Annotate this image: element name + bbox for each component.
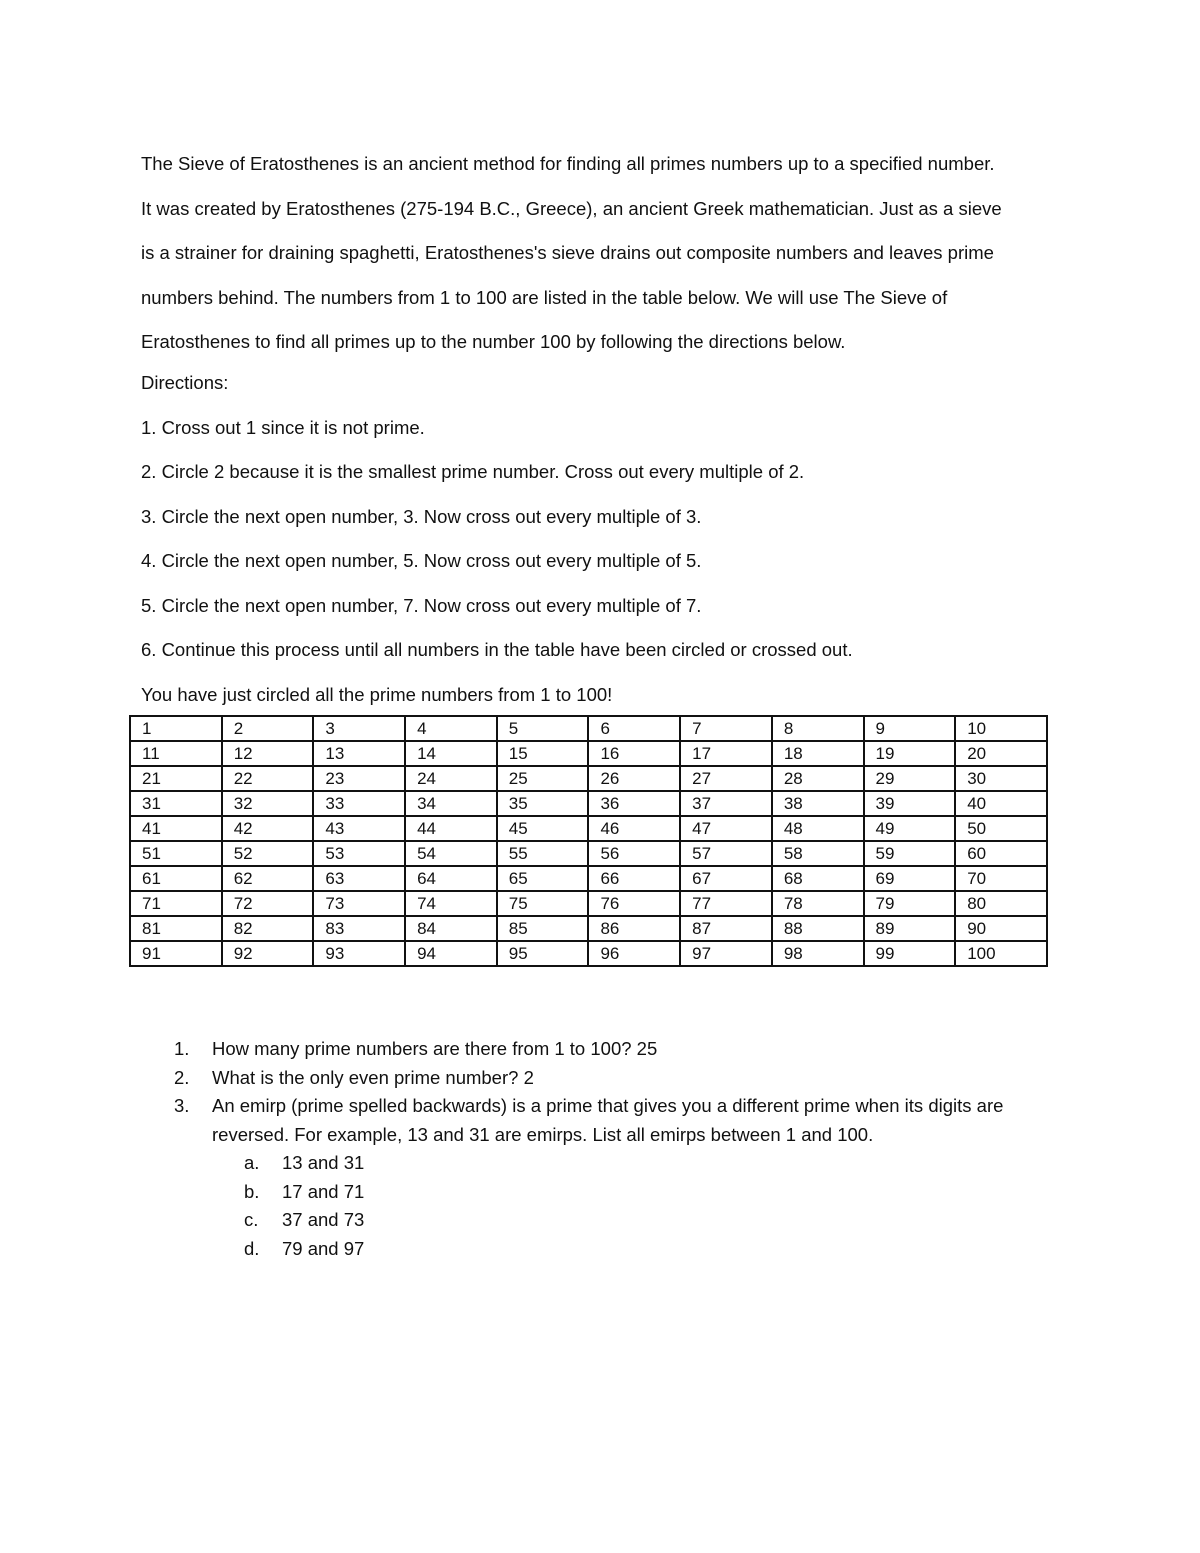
number-cell: 22 <box>222 766 314 791</box>
table-row <box>130 941 1047 966</box>
number-cell: 65 <box>497 866 589 891</box>
number-cell: 6 <box>588 716 680 741</box>
number-cell: 76 <box>588 891 680 916</box>
number-cell: 84 <box>405 916 497 941</box>
question-text: An emirp (prime spelled backwards) is a prime that gives you a different prime when its digits are reversed. For example, 13 and 31 are emirps. List all emirps between 1 and 100. <box>212 1095 1004 1145</box>
number-cell: 29 <box>864 766 956 791</box>
number-cell: 5 <box>497 716 589 741</box>
number-cell: 88 <box>772 916 864 941</box>
number-cell: 95 <box>497 941 589 966</box>
table-row <box>130 741 1047 766</box>
number-cell: 93 <box>313 941 405 966</box>
answer-letter: d. <box>244 1237 260 1259</box>
number-cell: 83 <box>313 916 405 941</box>
number-cell: 48 <box>772 816 864 841</box>
number-table <box>129 715 1048 967</box>
number-cell: 38 <box>772 791 864 816</box>
number-cell: 80 <box>955 891 1047 916</box>
question-item <box>168 1092 1068 1263</box>
number-cell: 11 <box>130 741 222 766</box>
number-cell: 23 <box>313 766 405 791</box>
number-cell: 70 <box>955 866 1047 891</box>
number-cell: 60 <box>955 841 1047 866</box>
number-cell: 96 <box>588 941 680 966</box>
number-cell: 8 <box>772 716 864 741</box>
number-cell: 4 <box>405 716 497 741</box>
number-cell: 20 <box>955 741 1047 766</box>
question-text: How many prime numbers are there from 1 to 100? 25 <box>212 1038 658 1059</box>
number-cell: 100 <box>955 941 1047 966</box>
table-row <box>130 791 1047 816</box>
emirp-answers-list <box>212 1149 1068 1263</box>
number-cell: 81 <box>130 916 222 941</box>
number-cell: 51 <box>130 841 222 866</box>
number-cell: 61 <box>130 866 222 891</box>
direction-step: 3. Circle the next open number, 3. Now cross out every multiple of 3. <box>141 505 702 527</box>
number-cell: 36 <box>588 791 680 816</box>
number-cell: 46 <box>588 816 680 841</box>
answer-letter: a. <box>244 1152 260 1173</box>
question-number: 1. <box>174 1038 190 1059</box>
table-row <box>130 816 1047 841</box>
number-cell: 2 <box>222 716 314 741</box>
number-cell: 41 <box>130 816 222 841</box>
table-row <box>130 891 1047 916</box>
number-cell: 21 <box>130 766 222 791</box>
questions-list <box>168 1035 1068 1263</box>
question-text: What is the only even prime number? 2 <box>212 1066 534 1088</box>
number-cell: 90 <box>955 916 1047 941</box>
answer-text: 17 and 71 <box>282 1180 365 1202</box>
intro-paragraph <box>141 142 1071 365</box>
direction-step: 6. Continue this process until all numbers in the table have been circled or crossed out. <box>141 639 853 660</box>
number-cell: 13 <box>313 741 405 766</box>
number-cell: 87 <box>680 916 772 941</box>
number-cell: 34 <box>405 791 497 816</box>
number-cell: 10 <box>955 716 1047 741</box>
number-cell: 72 <box>222 891 314 916</box>
number-cell: 68 <box>772 866 864 891</box>
number-cell: 55 <box>497 841 589 866</box>
number-cell: 75 <box>497 891 589 916</box>
intro-line: The Sieve of Eratosthenes is an ancient method for finding all primes numbers up to a specified number. <box>141 153 995 174</box>
number-cell: 79 <box>864 891 956 916</box>
number-cell: 92 <box>222 941 314 966</box>
number-cell: 18 <box>772 741 864 766</box>
direction-step: 4. Circle the next open number, 5. Now cross out every multiple of 5. <box>141 550 702 571</box>
number-cell: 1 <box>130 716 222 741</box>
answer-text: 79 and 97 <box>282 1237 365 1259</box>
number-cell: 32 <box>222 791 314 816</box>
number-cell: 74 <box>405 891 497 916</box>
number-cell: 86 <box>588 916 680 941</box>
number-cell: 9 <box>864 716 956 741</box>
number-cell: 30 <box>955 766 1047 791</box>
table-row <box>130 916 1047 941</box>
number-cell: 54 <box>405 841 497 866</box>
direction-step: 2. Circle 2 because it is the smallest prime number. Cross out every multiple of 2. <box>141 461 805 482</box>
number-cell: 49 <box>864 816 956 841</box>
number-cell: 59 <box>864 841 956 866</box>
question-item <box>168 1064 1068 1093</box>
number-cell: 78 <box>772 891 864 916</box>
emirp-answer <box>212 1178 1068 1207</box>
number-cell: 69 <box>864 866 956 891</box>
directions-closing: You have just circled all the prime numbers from 1 to 100! <box>141 683 613 705</box>
number-table-body <box>130 716 1047 966</box>
answer-letter: b. <box>244 1180 260 1202</box>
intro-line: is a strainer for draining spaghetti, Eratosthenes's sieve drains out composite numbers and leaves prime <box>141 242 994 263</box>
number-cell: 24 <box>405 766 497 791</box>
number-cell: 27 <box>680 766 772 791</box>
number-cell: 37 <box>680 791 772 816</box>
number-cell: 67 <box>680 866 772 891</box>
answer-letter: c. <box>244 1209 259 1230</box>
number-cell: 73 <box>313 891 405 916</box>
number-cell: 94 <box>405 941 497 966</box>
number-cell: 42 <box>222 816 314 841</box>
number-cell: 66 <box>588 866 680 891</box>
number-cell: 63 <box>313 866 405 891</box>
number-cell: 64 <box>405 866 497 891</box>
direction-step: 5. Circle the next open number, 7. Now cross out every multiple of 7. <box>141 594 702 616</box>
number-cell: 71 <box>130 891 222 916</box>
question-item <box>168 1035 1068 1064</box>
number-cell: 85 <box>497 916 589 941</box>
number-cell: 91 <box>130 941 222 966</box>
number-cell: 44 <box>405 816 497 841</box>
number-cell: 50 <box>955 816 1047 841</box>
table-row <box>130 716 1047 741</box>
number-cell: 45 <box>497 816 589 841</box>
number-cell: 53 <box>313 841 405 866</box>
directions-heading: Directions: <box>141 372 229 393</box>
answer-text: 37 and 73 <box>282 1209 365 1230</box>
emirp-answer <box>212 1206 1068 1235</box>
intro-line: Eratosthenes to find all primes up to the number 100 by following the directions below. <box>141 331 846 352</box>
intro-line: numbers behind. The numbers from 1 to 100 are listed in the table below. We will use The Sieve of <box>141 286 948 308</box>
question-number: 2. <box>174 1066 190 1088</box>
number-cell: 19 <box>864 741 956 766</box>
number-cell: 62 <box>222 866 314 891</box>
number-cell: 17 <box>680 741 772 766</box>
number-cell: 56 <box>588 841 680 866</box>
number-cell: 26 <box>588 766 680 791</box>
number-cell: 99 <box>864 941 956 966</box>
number-cell: 12 <box>222 741 314 766</box>
number-cell: 98 <box>772 941 864 966</box>
number-cell: 31 <box>130 791 222 816</box>
number-cell: 7 <box>680 716 772 741</box>
number-cell: 97 <box>680 941 772 966</box>
number-cell: 15 <box>497 741 589 766</box>
number-cell: 3 <box>313 716 405 741</box>
number-cell: 40 <box>955 791 1047 816</box>
emirp-answer <box>212 1235 1068 1264</box>
number-cell: 43 <box>313 816 405 841</box>
number-cell: 52 <box>222 841 314 866</box>
emirp-answer <box>212 1149 1068 1178</box>
number-cell: 16 <box>588 741 680 766</box>
number-cell: 89 <box>864 916 956 941</box>
direction-step: 1. Cross out 1 since it is not prime. <box>141 416 425 438</box>
number-cell: 82 <box>222 916 314 941</box>
number-cell: 14 <box>405 741 497 766</box>
number-cell: 33 <box>313 791 405 816</box>
table-row <box>130 841 1047 866</box>
number-cell: 28 <box>772 766 864 791</box>
number-cell: 35 <box>497 791 589 816</box>
number-cell: 47 <box>680 816 772 841</box>
table-row <box>130 766 1047 791</box>
number-cell: 39 <box>864 791 956 816</box>
number-cell: 58 <box>772 841 864 866</box>
number-cell: 57 <box>680 841 772 866</box>
answer-text: 13 and 31 <box>282 1152 365 1173</box>
intro-line: It was created by Eratosthenes (275-194 B.C., Greece), an ancient Greek mathematician. Just as a sieve <box>141 197 1002 219</box>
number-cell: 77 <box>680 891 772 916</box>
table-row <box>130 866 1047 891</box>
number-cell: 25 <box>497 766 589 791</box>
directions-section <box>141 361 1071 717</box>
question-number: 3. <box>174 1095 190 1116</box>
